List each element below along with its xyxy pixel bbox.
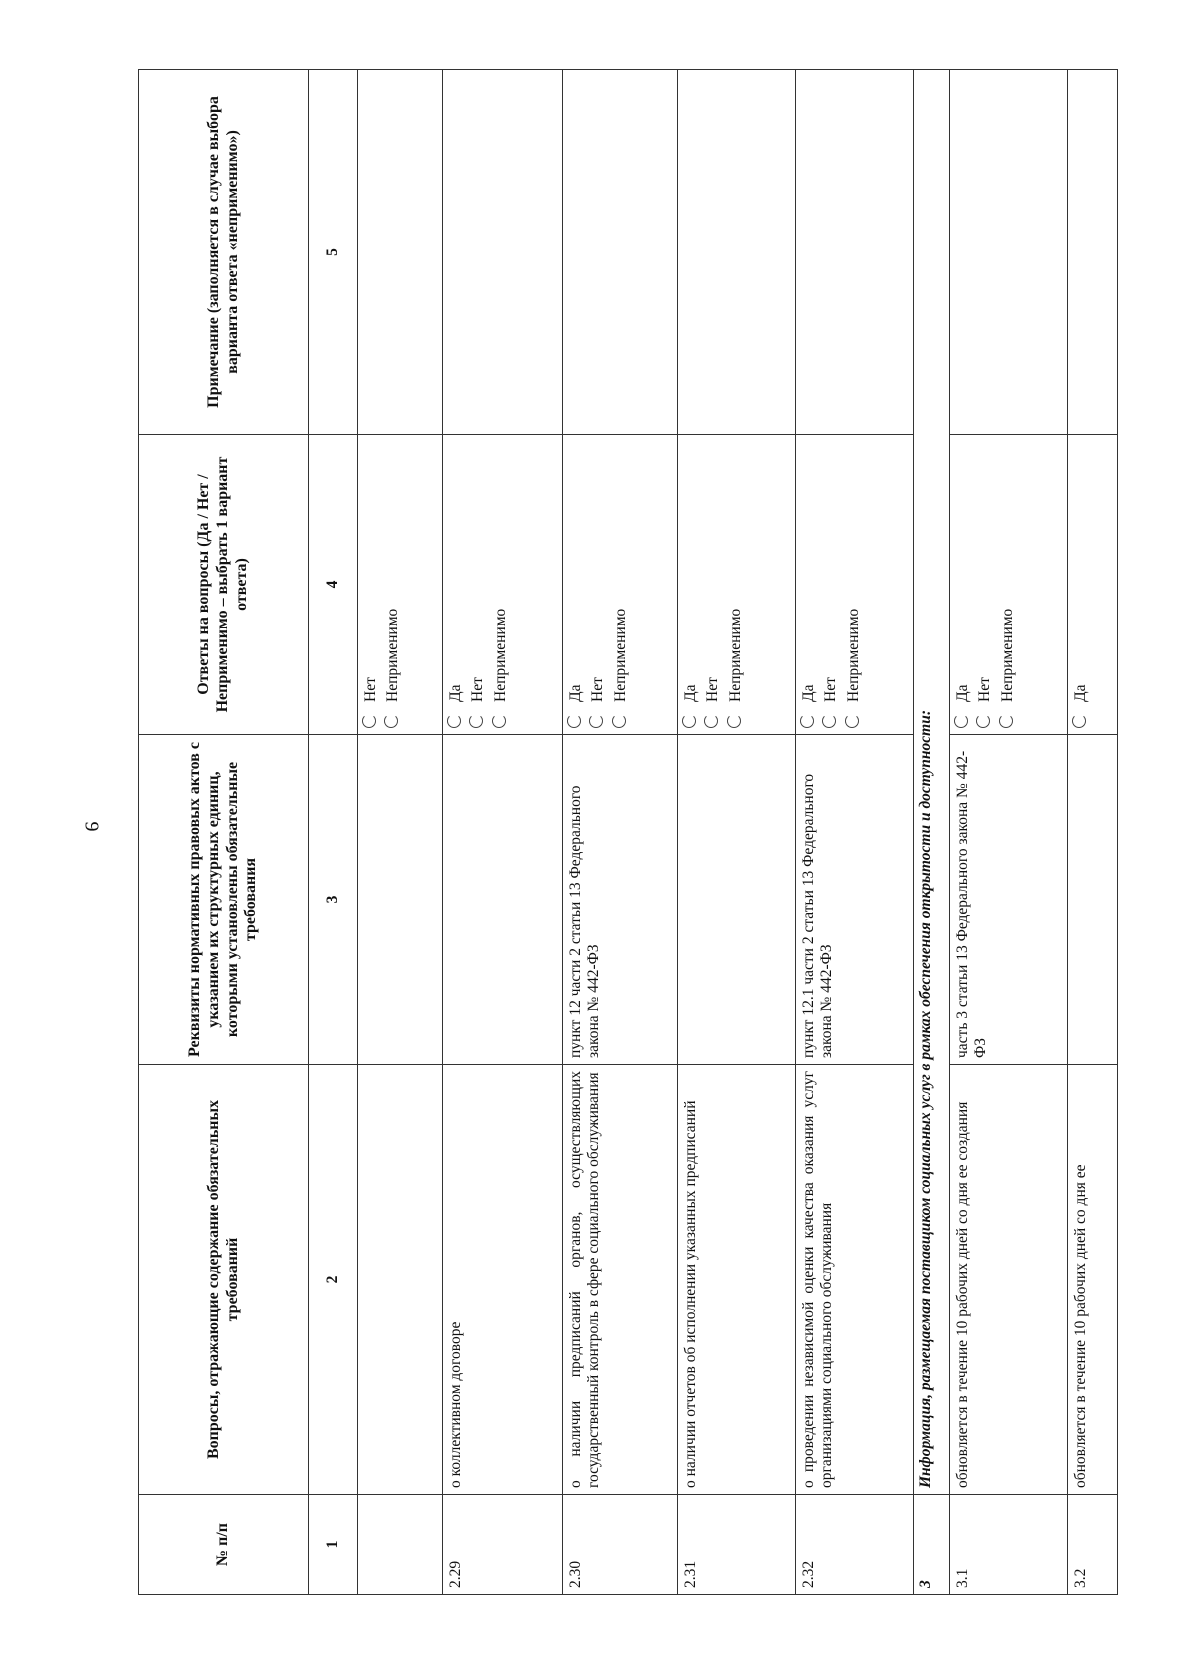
- option-label: Нет: [469, 677, 487, 702]
- header-num: № п/п: [139, 1495, 309, 1595]
- question-cell: о наличии отчетов об исполнении указанных предписаний: [678, 1065, 796, 1495]
- note-cell[interactable]: [358, 70, 443, 435]
- requisites-cell: [1068, 735, 1118, 1065]
- requisites-cell: часть 3 статьи 13 Федерального закона № 442-ФЗ: [950, 735, 1068, 1065]
- header-questions: Вопросы, отражающие содержание обязательных требований: [139, 1065, 309, 1495]
- page-number: 9: [80, 821, 103, 832]
- answer-cell: [1068, 435, 1118, 735]
- option-label: Нет: [704, 677, 722, 702]
- answer-cell: [950, 435, 1068, 735]
- row-number: 2.29: [443, 1495, 563, 1595]
- answer-option-na[interactable]: [999, 441, 1017, 728]
- question-cell: о коллективном договоре: [443, 1065, 563, 1495]
- note-cell[interactable]: [950, 70, 1068, 435]
- requisites-cell: [358, 735, 443, 1065]
- question-cell: [358, 1065, 443, 1495]
- answer-option-yes[interactable]: [567, 441, 585, 728]
- radio-icon[interactable]: [567, 714, 581, 728]
- answer-option-yes[interactable]: [682, 441, 700, 728]
- question-cell: обновляется в течение 10 рабочих дней со дня ее создания: [950, 1065, 1068, 1495]
- column-number: 4: [309, 435, 358, 735]
- answer-cell: [563, 435, 678, 735]
- radio-icon[interactable]: [384, 714, 398, 728]
- answer-option-yes[interactable]: [447, 441, 465, 728]
- row-number: 3.2: [1068, 1495, 1118, 1595]
- row-number: 3.1: [950, 1495, 1068, 1595]
- answer-option-yes[interactable]: [954, 441, 972, 728]
- row-number: 2.31: [678, 1495, 796, 1595]
- checklist-table-rotated: [138, 70, 1089, 1595]
- header-answers: Ответы на вопросы (Да / Нет / Неприменимо – выбрать 1 вариант ответа): [139, 435, 309, 735]
- option-label: Неприменимо: [491, 608, 509, 702]
- option-label: Нет: [589, 677, 607, 702]
- table-row: [563, 70, 678, 1595]
- option-label: Неприменимо: [384, 608, 402, 702]
- column-number: 2: [309, 1065, 358, 1495]
- header-note: Примечание (заполняется в случае выбора варианта ответа «неприменимо»): [139, 70, 309, 435]
- checklist-table: [138, 69, 1118, 1595]
- option-label: Нет: [976, 677, 994, 702]
- table-row: [1068, 70, 1118, 1595]
- note-cell[interactable]: [443, 70, 563, 435]
- radio-icon[interactable]: [612, 714, 626, 728]
- column-number: 5: [309, 70, 358, 435]
- column-number: 1: [309, 1495, 358, 1595]
- requisites-cell: [443, 735, 563, 1065]
- header-requisites: Реквизиты нормативных правовых актов с указанием их структурных единиц, которыми установлены обязательные требования: [139, 735, 309, 1065]
- answer-option-no[interactable]: [469, 441, 487, 728]
- radio-icon[interactable]: [682, 714, 696, 728]
- radio-icon[interactable]: [999, 714, 1013, 728]
- radio-icon[interactable]: [800, 714, 814, 728]
- option-label: Да: [567, 684, 584, 702]
- table-row: [796, 70, 914, 1595]
- radio-icon[interactable]: [845, 714, 859, 728]
- answer-option-na[interactable]: [384, 441, 402, 728]
- table-row: [443, 70, 563, 1595]
- radio-icon[interactable]: [976, 714, 990, 728]
- radio-icon[interactable]: [362, 714, 376, 728]
- answer-option-na[interactable]: [612, 441, 630, 728]
- requisites-cell: [678, 735, 796, 1065]
- radio-icon[interactable]: [704, 714, 718, 728]
- answer-option-no[interactable]: [704, 441, 722, 728]
- question-cell: о проведении независимой оценки качества оказания услуг организациями социального обслуживания: [796, 1065, 914, 1495]
- note-cell[interactable]: [1068, 70, 1118, 435]
- answer-option-na[interactable]: [845, 441, 863, 728]
- row-number: [358, 1495, 443, 1595]
- answer-option-no[interactable]: [589, 441, 607, 728]
- option-label: Да: [682, 684, 699, 702]
- radio-icon[interactable]: [492, 714, 506, 728]
- section-number: 3: [914, 1495, 950, 1595]
- answer-cell: [796, 435, 914, 735]
- table-row: [358, 70, 443, 1595]
- requisites-cell: пункт 12 части 2 статьи 13 Федерального закона № 442-ФЗ: [563, 735, 678, 1065]
- answer-cell: [358, 435, 443, 735]
- section-row: [914, 70, 950, 1595]
- radio-icon[interactable]: [822, 714, 836, 728]
- answer-option-no[interactable]: [822, 441, 840, 728]
- option-label: Нет: [822, 677, 840, 702]
- answer-option-no[interactable]: [362, 441, 380, 728]
- note-cell[interactable]: [678, 70, 796, 435]
- question-cell: о наличии предписаний органов, осуществляющих государственный контроль в сфере социального обслуживания: [563, 1065, 678, 1495]
- answer-cell: [678, 435, 796, 735]
- note-cell[interactable]: [796, 70, 914, 435]
- question-cell: обновляется в течение 10 рабочих дней со дня ее: [1068, 1065, 1118, 1495]
- radio-icon[interactable]: [1072, 714, 1086, 728]
- row-number: 2.32: [796, 1495, 914, 1595]
- answer-cell: [443, 435, 563, 735]
- option-label: Неприменимо: [998, 608, 1016, 702]
- radio-icon[interactable]: [589, 714, 603, 728]
- table-row: [678, 70, 796, 1595]
- option-label: Да: [954, 684, 971, 702]
- note-cell[interactable]: [563, 70, 678, 435]
- answer-option-yes[interactable]: [1072, 441, 1090, 728]
- header-row: [139, 70, 309, 1595]
- requisites-cell: пункт 12.1 части 2 статьи 13 Федерального закона № 442-ФЗ: [796, 735, 914, 1065]
- option-label: Неприменимо: [726, 608, 744, 702]
- answer-option-no[interactable]: [976, 441, 994, 728]
- option-label: Да: [1072, 684, 1089, 702]
- table-row: [950, 70, 1068, 1595]
- radio-icon[interactable]: [447, 714, 461, 728]
- option-label: Да: [800, 684, 817, 702]
- option-label: Неприменимо: [611, 608, 629, 702]
- radio-icon[interactable]: [727, 714, 741, 728]
- column-number-row: [309, 70, 358, 1595]
- radio-icon[interactable]: [469, 714, 483, 728]
- answer-option-na[interactable]: [727, 441, 745, 728]
- row-number: 2.30: [563, 1495, 678, 1595]
- option-label: Да: [447, 684, 464, 702]
- column-number: 3: [309, 735, 358, 1065]
- section-title: Информация, размещаемая поставщиком социальных услуг в рамках обеспечения открытости и доступности:: [914, 70, 950, 1495]
- option-label: Нет: [362, 677, 379, 702]
- option-label: Неприменимо: [844, 608, 862, 702]
- answer-option-yes[interactable]: [800, 441, 818, 728]
- answer-option-na[interactable]: [492, 441, 510, 728]
- radio-icon[interactable]: [954, 714, 968, 728]
